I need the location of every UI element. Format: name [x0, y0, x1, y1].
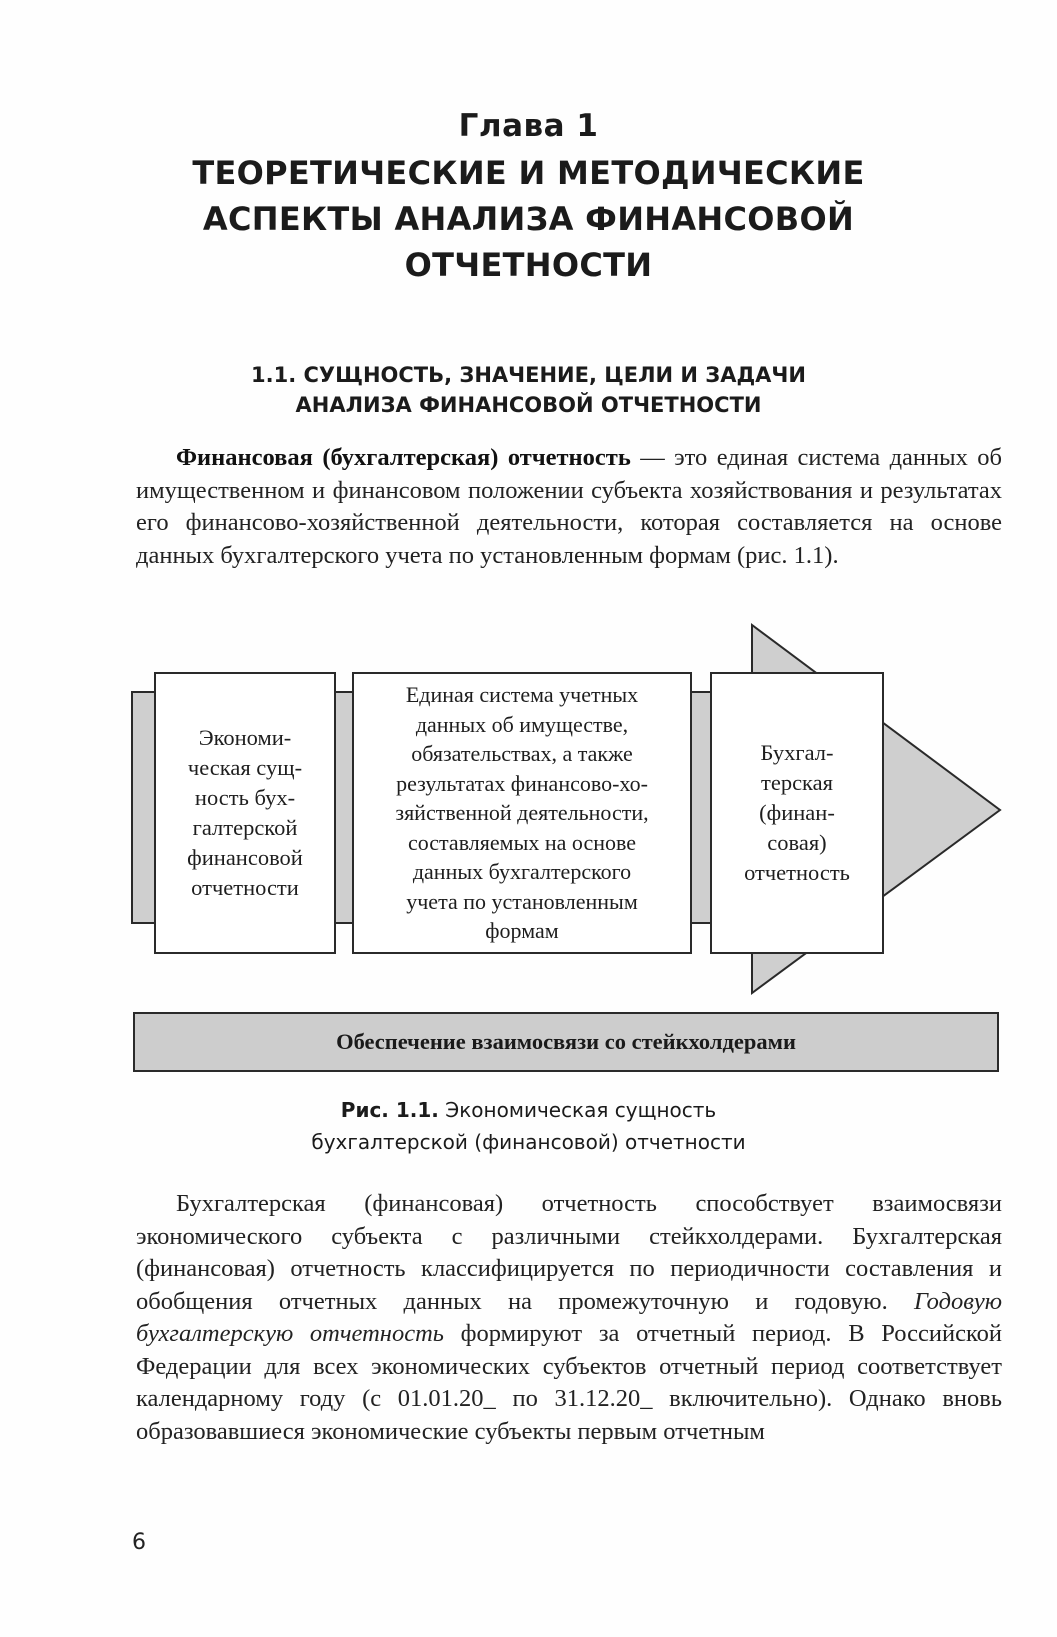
box-line: составляемых на основе — [407, 829, 637, 855]
box-line: Экономи- — [198, 725, 292, 750]
box-line: учета по установленным — [406, 888, 638, 914]
box-financial-statements — [710, 672, 884, 954]
caption-text: Экономическая сущность бухгалтерской (финансовой) отчетности — [311, 1098, 746, 1154]
box-line: результатах финансово-хо- — [396, 770, 648, 796]
defined-term: Финансовая (бухгалтерская) отчетность — [176, 444, 631, 471]
box-line: отчетности — [191, 875, 299, 900]
box-unified-data-system — [352, 672, 692, 954]
page-number: 6 — [132, 1530, 146, 1555]
paragraph-classification — [136, 1188, 1002, 1448]
box-line: ческая сущ- — [187, 755, 303, 780]
section-title: 1.1. СУЩНОСТЬ, ЗНАЧЕНИЕ, ЦЕЛИ И ЗАДАЧИ АНАЛИЗА ФИНАНСОВОЙ ОТЧЕТНОСТИ — [251, 363, 806, 417]
definition-text: — это единая система данных об имущественном и финансовом положении субъекта хозяйствования и результатах его финансово-хозяйственной деятельности, которая составляется на основе данных бухгалтерского учета по установленным формам (рис. 1.1). — [136, 444, 1002, 569]
box-line: совая) — [767, 830, 827, 855]
box-line: (финан- — [759, 800, 835, 825]
paragraph-text: Бухгалтерская (финансовая) отчетность способствует взаимосвязи экономического субъекта с различными стейкхолдерами. Бухгалтерская (финансовая) отчетность классифицируется по периодичности составления и обобщения отчетных данных на промежуточную и годовую. — [136, 1190, 1002, 1315]
box-line: данных об имуществе, — [415, 711, 629, 737]
paragraph-text-continued: формируют за отчетный период. В Российской Федерации для всех экономических субъектов отчетный период соответствует календарному году (с 01.01.20_ по 31.12.20_ включительно). Однако вновь образовавшиеся экономические субъекты первым отчетным — [136, 1320, 1002, 1445]
box-line: финансовой — [187, 845, 303, 870]
box-economic-essence — [154, 672, 336, 954]
chapter-title: ТЕОРЕТИЧЕСКИЕ И МЕТОДИЧЕСКИЕ АСПЕКТЫ АНАЛИЗА ФИНАНСОВОЙ ОТЧЕТНОСТИ — [192, 154, 865, 284]
box-line: Бухгал- — [760, 740, 834, 765]
box-line: Единая система учетных — [405, 682, 639, 708]
box-line: галтерской — [192, 815, 298, 840]
chapter-label: Глава 1 — [458, 108, 599, 144]
box-line: данных бухгалтерского — [412, 859, 632, 885]
box-line: зяйственной деятельности, — [395, 800, 649, 826]
figure-caption — [0, 1094, 1057, 1158]
box-line: ность бух- — [194, 785, 296, 810]
box-line: обязательствах, а также — [411, 741, 633, 767]
italic-term: Годовую бухгалтерскую отчетность — [136, 1287, 1002, 1347]
stakeholder-bar-label: Обеспечение взаимосвязи со стейкхолдерами — [336, 1029, 796, 1054]
caption-label: Рис. 1.1. — [340, 1098, 439, 1122]
box-line: формам — [485, 918, 559, 944]
box-line: отчетность — [744, 860, 850, 885]
box-line: терская — [761, 770, 833, 795]
